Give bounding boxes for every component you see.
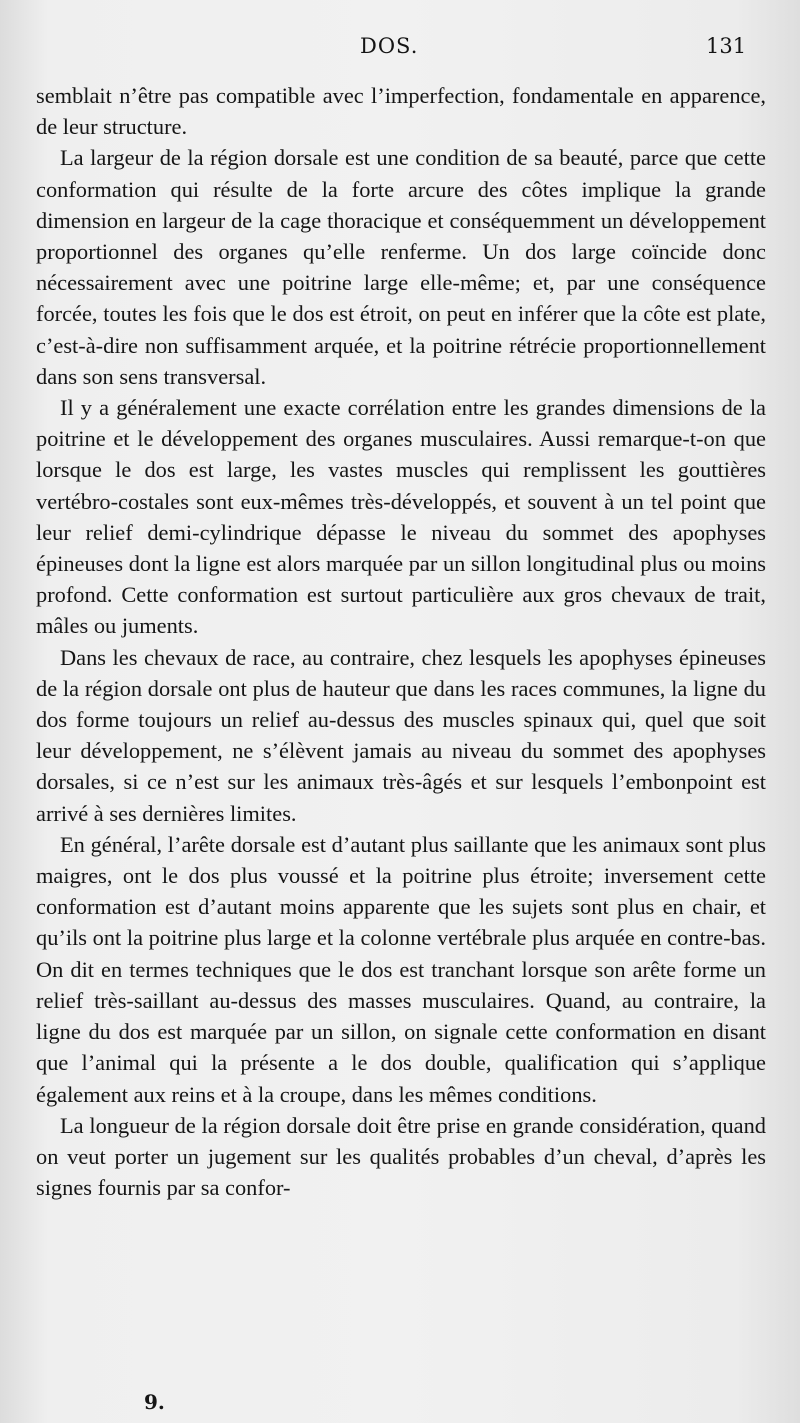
running-title: DOS. — [360, 34, 419, 58]
signature-mark: 9. — [144, 1390, 165, 1414]
page-header — [0, 34, 800, 64]
paragraph-2: La largeur de la région dorsale est une condition de sa beauté, parce que cette conformation qui résulte de la forte arcure des côtes implique la grande dimension en largeur de la cage thoracique et conséquemment un développement proportionnel des organes qu’elle renferme. Un dos large coïncide donc nécessairement avec une poitrine large elle-même; et, par une conséquence forcée, toutes les fois que le dos est étroit, on peut en inférer que la côte est plate, c’est-à-dire non suffisamment arquée, et la poitrine rétrécie proportionnellement dans son sens transversal. — [36, 145, 766, 389]
paragraph-4: Dans les chevaux de race, au contraire, chez lesquels les apophyses épineuses de la région dorsale ont plus de hauteur que dans les races communes, la ligne du dos forme toujours un relief au-dessus des muscles spinaux qui, quel que soit leur développement, ne s’élèvent jamais au niveau du sommet des apophyses dorsales, si ce n’est sur les animaux très-âgés et sur lesquels l’embonpoint est arrivé à ses dernières limites. — [36, 644, 766, 826]
body-text — [36, 80, 766, 1203]
paragraph-3: Il y a généralement une exacte corrélation entre les grandes dimensions de la poitrine et le développement des organes musculaires. Aussi remarque-t-on que lorsque le dos est large, les vastes muscles qui remplissent les gouttières vertébro-costales sont eux-mêmes très-développés, et souvent à un tel point que leur relief demi-cylindrique dépasse le niveau du sommet des apophyses épineuses dont la ligne est alors marquée par un sillon longitudinal plus ou moins profond. Cette conformation est surtout particulière aux gros chevaux de trait, mâles ou juments. — [36, 395, 766, 639]
paragraph-5: En général, l’arête dorsale est d’autant plus saillante que les animaux sont plus maigres, ont le dos plus voussé et la poitrine plus étroite; inversement cette conformation est d’autant moins apparente que les sujets sont plus en chair, et qu’ils ont la poitrine plus large et la colonne vertébrale plus arquée en contre-bas. On dit en termes techniques que le dos est tranchant lorsque son arête forme un relief très-saillant au-dessus des masses musculaires. Quand, au contraire, la ligne du dos est marquée par un sillon, on signale cette conformation en disant que l’animal qui la présente a le dos double, qualification qui s’applique également aux reins et à la croupe, dans les mêmes conditions. — [36, 831, 766, 1107]
paragraph-1: semblait n’être pas compatible avec l’imperfection, fondamentale en apparence, de leur structure. — [36, 83, 766, 140]
page-number: 131 — [706, 34, 747, 58]
paragraph-6: La longueur de la région dorsale doit être prise en grande considération, quand on veut porter un jugement sur les qualités probables d’un cheval, d’après les signes fournis par sa confor- — [36, 1112, 766, 1201]
